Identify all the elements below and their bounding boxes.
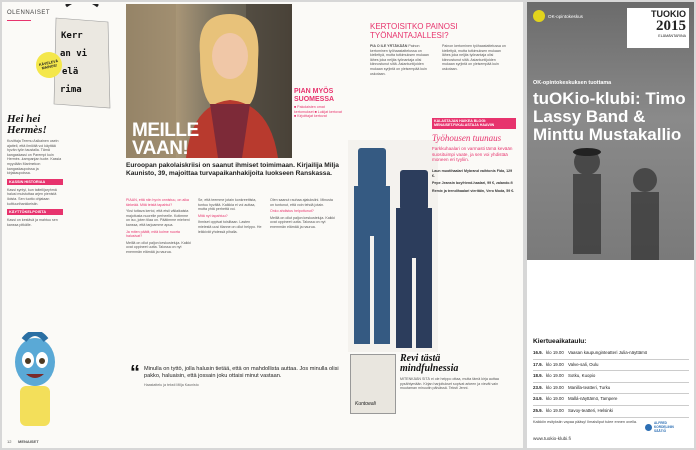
column-6-text: Meillä on ollut paljon keskusteluja. Kaikki ovat oppineet uutta. Talossa on nyt enemmän elämää ja naurua. xyxy=(270,215,335,229)
paino-article xyxy=(370,22,510,76)
free-note: Kaikkiin esityksiin vapaa pääsy! Ilmaisliput tulee ennen ovella. xyxy=(533,419,638,424)
ok-logo xyxy=(533,10,583,22)
mindful-book xyxy=(350,354,396,414)
page-number: 12 xyxy=(7,439,12,444)
sponsor-name: ALFRED KORDELININ SÄÄTIÖ xyxy=(654,421,674,433)
tour-row xyxy=(533,406,689,418)
paino-body xyxy=(370,44,436,76)
mindful-article xyxy=(348,353,516,407)
feature-deck: Euroopan pakolaiskriisi on saanut ihmiset toimimaan. Kirjailija Milja Kaunisto, 39, majoittaa turvapaikanhakijoita luokseen Ranskassa. xyxy=(126,162,339,177)
pian-caption xyxy=(294,88,342,119)
sponsor-logo xyxy=(645,422,686,433)
svg-text:an vi: an vi xyxy=(60,49,88,59)
quote-credit: Haastattelu ja teksti Milja Kaunisto xyxy=(144,383,199,387)
column-5-text: Olen saanut rauhaa ajatuksiini. Minusta on tuntunut, että voin tehdä jotain. xyxy=(270,198,333,207)
paino-body-col2: Painon kertominen työhaastattelussa on kiellettyä, mutta tutkimuksen mukaan lähes joka neljäs työnantaja olisi kiinnostunut siitä. Asiantuntijoiden mukaan syrjintä on yleisempää kuin uskotaan. xyxy=(442,44,506,71)
column-4-text: Ihmiset oppivat toisiltaan. Lasten mielestä uusi tilanne on ollut helppo. He leikkivät yhdessä pihalla. xyxy=(198,220,262,234)
svg-text:Kerr: Kerr xyxy=(61,31,83,41)
tour-place: Savoy-teatteri, Helsinki xyxy=(568,407,613,413)
footer-section: MENAISET xyxy=(18,439,39,444)
tour-row xyxy=(533,360,689,372)
column-3-text: Se, että teemme jotain konkreettista, tuntuu hyvältä. Kaikkia ei voi auttaa, mutta yhtä perhettä voi. xyxy=(198,198,257,212)
svg-text:rima: rima xyxy=(60,85,82,95)
ad-banner xyxy=(527,2,694,260)
feature-column-3 xyxy=(270,198,336,232)
tour-title: Kiertueaikataulu: xyxy=(533,338,587,345)
tour-date: 25.9. xyxy=(533,407,543,413)
tour-place: Mallá-näyttämö, Tampere xyxy=(568,396,618,402)
feature-quote: “ Minulla on tyttö, jolla halusin tietää, että on mahdollista auttaa. Jos minulla olisi pakko, haluaisin, että jossain joku ottaisi minut vastaan. Haastattelu ja teksti Milja Kaunisto xyxy=(130,362,339,387)
ad-url[interactable]: www.tuokio-klubi.fi xyxy=(533,436,571,441)
sponsor-mark-icon xyxy=(645,424,652,431)
column-1-text: Yksi tuttava kertoi, että etsii väliaikaista majoitusta nuorelle perheelle. Kotimme on iso, joten tilaa on. Päätimme mieheni kanssa, että tarjoamme apua. xyxy=(126,209,190,227)
ad-page xyxy=(527,2,694,448)
tour-date: 24.9. xyxy=(533,396,543,402)
svg-text:elä: elä xyxy=(62,67,79,77)
overalls-body: Farkkuhaalari on varmasti tämä kevään suosituimpi vaate, ja sen voi yhdistää moneen eri tyyliin. xyxy=(432,145,513,163)
cartoon-figure xyxy=(6,332,64,432)
mindful-body: MITENKÄÄN SITÄ ei ole helppo ottaa, mutta tämä kirja auttaa pysähtymään. Kirjan harjoitukset sopivat arkeen ja vievät vain muutaman minuutin päivässä. Teksti Jenni. xyxy=(400,377,499,391)
column-2-text: Meillä on ollut paljon keskusteluja. Kaikki ovat oppineet uutta. Talossa on nyt enemmän elämää ja naurua. xyxy=(126,240,191,254)
ad-tag: OK-opintokeskuksen tuottama xyxy=(533,80,612,86)
question-4: Onko ahdistus helpottunut? xyxy=(270,209,314,214)
tour-date: 16.9. xyxy=(533,350,543,355)
question-2: Ja miten päätit, mitä kolme nuorta halusivat? xyxy=(126,229,180,239)
feature-column-2 xyxy=(198,198,264,236)
hermes-pink-head: KASSIN HISTORIAA xyxy=(7,179,63,185)
paino-body-text: Painon kertominen työhaastattelussa on kiellettyä, mutta tutkimuksen mukaan lähes joka neljäs työnantaja olisi kiinnostunut siitä. Asiantuntijoiden mukaan syrjintä on yleisempää kuin uskotaan. xyxy=(370,44,429,76)
mindful-book-title: Kuntoeali xyxy=(355,401,376,407)
tour-time: klo 19.00 xyxy=(546,373,564,379)
ok-flower-icon xyxy=(533,10,545,22)
tour-place: Vaasan kaupunginteatteri Julia-näyttämö xyxy=(568,350,648,355)
section-divider xyxy=(7,20,31,21)
hermes-title: Hei hei Hermès! xyxy=(7,113,47,136)
feature-column-1 xyxy=(126,198,192,257)
logo-top: TUOKIO xyxy=(651,9,686,19)
pian-caption-head: PIAN MYÖS SUOMESSA xyxy=(294,88,335,103)
tour-time: klo 19.00 xyxy=(546,350,564,355)
overalls-item-3: Remix ja trendihaalari vieritäin, Vero Moda, 59 €. xyxy=(432,188,515,193)
overalls-pink-bar: KALASTAJAN HAIKEA BLOGI: MENAISET.FI/KALASTAJA HAAVIIN xyxy=(432,118,516,129)
tour-row xyxy=(533,348,689,360)
hermes-body3: Kassi on kestävä ja mahtuu sen kanssa pitkälle. xyxy=(7,218,58,227)
logo-sub: ELÄMÄNTARINA xyxy=(658,34,686,38)
question-3: Mitä nyt tapahtuu? xyxy=(198,213,228,218)
tour-place: Valve-sali, Oulu xyxy=(568,361,599,367)
tour-row xyxy=(533,394,689,406)
hermes-pink-head2: KÄYTTÖKELPOISTA xyxy=(7,209,63,215)
overalls-item-2: Pepe Jeansin boyfriend-haalari, 99 €, zalando.fi xyxy=(432,181,513,186)
tour-time: klo 19.00 xyxy=(546,384,564,390)
tuokio-logo xyxy=(627,8,689,48)
tour-time: klo 19.00 xyxy=(546,361,564,367)
feature-headline: MEILLE VAAN! xyxy=(132,120,199,159)
ok-label: OK-opintokeskus xyxy=(548,13,583,19)
magazine-spread-left xyxy=(2,2,523,448)
tour-place: Sotku, Kuopio xyxy=(568,373,596,379)
logo-year: 2015 xyxy=(656,18,686,34)
hermes-body: Kuvittaja Teemu Asikainen usein ajatteli, että ilmiöitä voi käyttää hyvän työn taustalla. Tämä kangaskassi on Parempi kuin Hermès -kampanjan tuote. Kassia myydään Marimekon kangaskaupoissa ja kirjakaupoissa. xyxy=(7,139,62,176)
tour-date: 17.9. xyxy=(533,361,543,367)
question-1: PIAAN, että niin hyvin onnistuu, on aika tärkeää. Mitä teistä tapahtui? xyxy=(126,198,189,207)
tour-row xyxy=(533,371,689,383)
overalls-article xyxy=(432,118,516,194)
tour-place: Manilla-teatteri, Turku xyxy=(568,384,611,390)
tour-schedule xyxy=(533,338,689,424)
overalls-title: Työhousen tuunaus xyxy=(432,132,502,143)
hermes-body2: Kassi syntyi, kun taiteilijaryhmä halusi muistuttaa arjen pienistä iloista. Sen tuotto ohjataan kulttuurihankkeisiin. xyxy=(7,187,57,206)
overalls-item-1: Laun muotihaalari Mybrand vaihtonis Fida, 129 €. xyxy=(432,169,513,178)
sticker-text: KÄVELEVÄ MAINOS! xyxy=(38,59,59,71)
quote-text: Minulla on tyttö, jolla halusin tietää, että on mahdollista auttaa. Jos minulla olisi pakko, haluaisin, että jossain joku ottaisi minut vastaan. xyxy=(144,366,339,379)
overalls-photo xyxy=(348,140,438,352)
tour-date: 23.9. xyxy=(533,384,543,390)
ad-headline: tuOKio-klubi: Timo Lassy Band & Minttu Mustakallio xyxy=(533,89,686,144)
pian-caption-body: ■ Pakolaisten omat kertomukset ■ Lukijat kertovat ■ Kirjoittajat kertovat xyxy=(294,105,342,119)
tour-row xyxy=(533,383,689,395)
tour-time: klo 19.00 xyxy=(546,407,564,413)
section-label: OLENNAISET xyxy=(7,10,51,16)
paino-lead: PIA O ILE YRTÄKÄÄN xyxy=(370,44,408,48)
mindful-title: Revi tästä mindfulnessia xyxy=(400,353,459,374)
tour-date: 18.9. xyxy=(533,373,543,379)
tour-time: klo 19.00 xyxy=(546,396,564,402)
hermes-column xyxy=(7,114,63,227)
paino-title: KERTOISITKO PAINOSI TYÖNANTAJALLESI? xyxy=(370,22,458,40)
